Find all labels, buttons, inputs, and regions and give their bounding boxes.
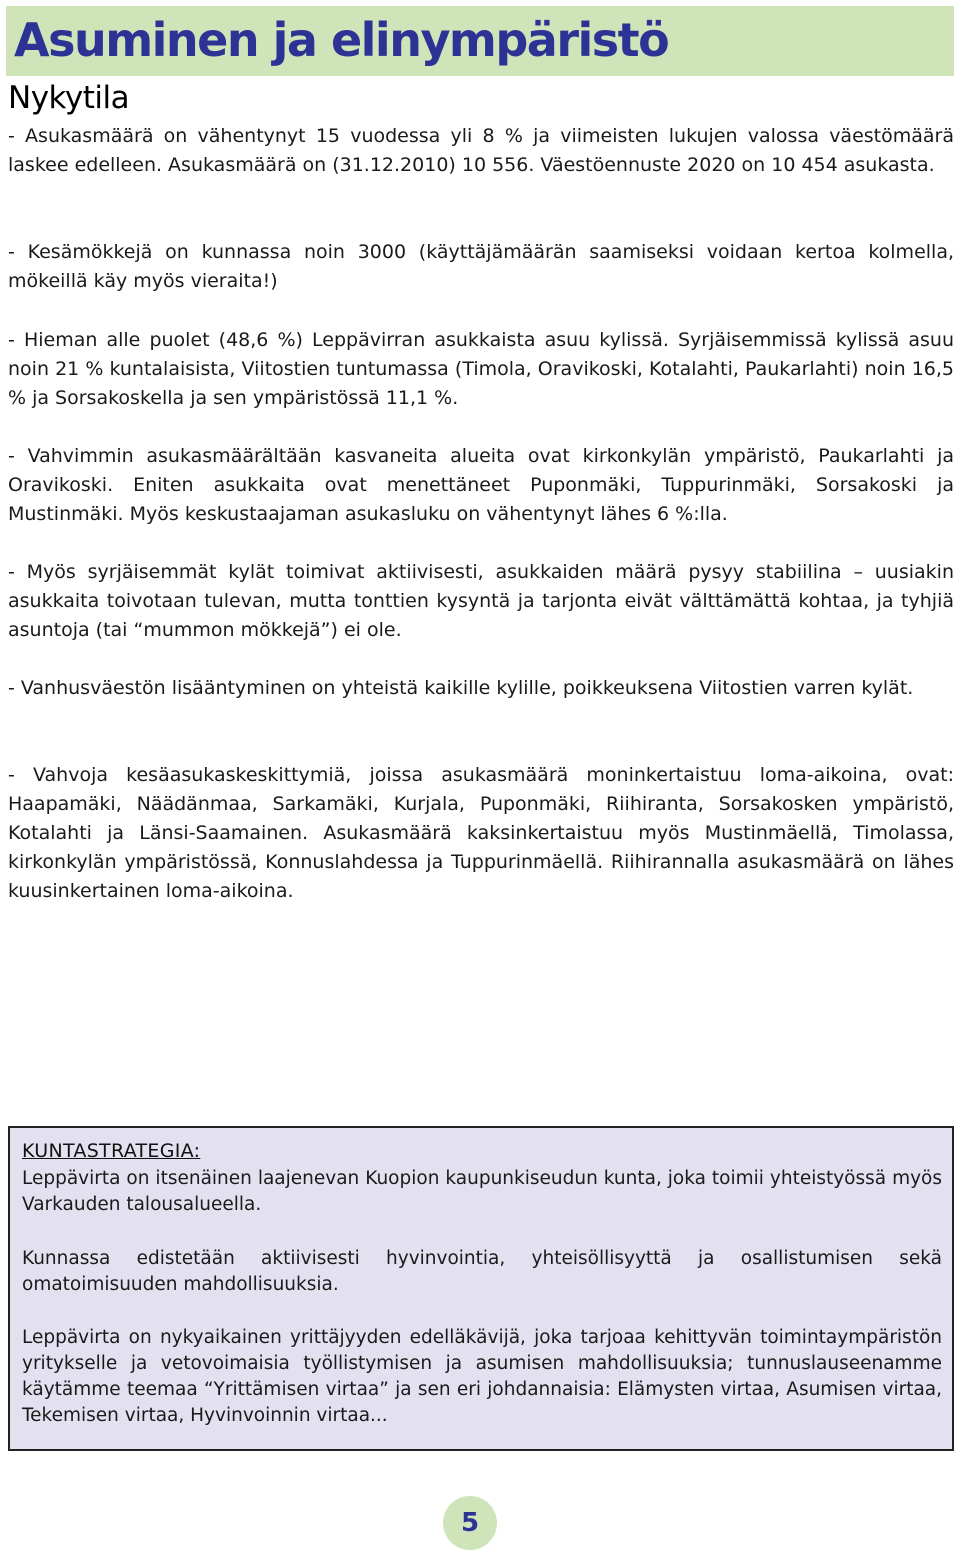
paragraph-remote-villages: - Myös syrjäisemmät kylät toimivat aktiivisesti, asukkaiden määrä pysyy stabiilina – uusiakin asukkaita toivotaan tulevan, mutta tonttien kysyntä ja tarjonta eivät välttämättä kohtaa, ja tyhjiä asuntoja (tai “mummon mökkejä”) ei ole.	[8, 561, 954, 641]
page-title: Asuminen ja elinympäristö	[14, 13, 669, 67]
strategy-paragraph: Kunnassa edistetään aktiivisesti hyvinvointia, yhteisöllisyyttä ja osallistumisen sekä omatoimisuuden mahdollisuuksia.	[22, 1248, 942, 1295]
section-subtitle: Nykytila	[8, 80, 130, 116]
page-number: 5	[460, 1508, 480, 1538]
strategy-heading: KUNTASTRATEGIA:	[22, 1140, 201, 1162]
paragraph-population: - Asukasmäärä on vähentynyt 15 vuodessa yli 8 % ja viimeisten lukujen valossa väestömäärä laskee edelleen. Asukasmäärä on (31.12.2010) 10 556. Väestöennuste 2020 on 10 454 asukasta.	[8, 125, 954, 176]
paragraph-elderly: - Vanhusväestön lisääntyminen on yhteistä kaikille kylille, poikkeuksena Viitostien varren kylät.	[8, 677, 914, 699]
paragraph-villages: - Hieman alle puolet (48,6 %) Leppävirran asukkaista asuu kylissä. Syrjäisemmissä kylissä asuu noin 21 % kuntalaisista, Viitostien tuntumassa (Timola, Oravikoski, Kotalahti, Paukarlahti) noin 16,5 % ja Sorsakoskella ja sen ympäristössä 11,1 %.	[8, 329, 954, 409]
paragraph-summer-residents: - Vahvoja kesäasukaskeskittymiä, joissa asukasmäärä moninkertaistuu loma-aikoina, ovat: Haapamäki, Näädänmaa, Sarkamäki, Kurjala, Puponmäki, Riihiranta, Sorsakosken ympäristö, Kotalahti ja Länsi-Saamainen. Asukasmäärä kaksinkertaistuu myös Mustinmäellä, Timolassa, kirkonkylän ympäristössä, Konnuslahdessa ja Tuppurinmäellä. Riihirannalla asukasmäärä on lähes kuusinkertainen loma-aikoina.	[8, 764, 954, 902]
paragraph-growth-areas: - Vahvimmin asukasmäärältään kasvaneita alueita ovat kirkonkylän ympäristö, Paukarlahti ja Oravikoski. Eniten asukkaita ovat menettäneet Puponmäki, Tuppurinmäki, Sorsakoski ja Mustinmäki. Myös keskustaajaman asukasluku on vähentynyt lähes 6 %:lla.	[8, 445, 954, 525]
title-band	[6, 6, 954, 76]
strategy-box	[8, 1126, 954, 1451]
strategy-paragraph: Leppävirta on nykyaikainen yrittäjyyden edelläkävijä, joka tarjoaa kehittyvän toimintaympäristön yritykselle ja vetovoimaisia työllistymisen ja asumisen mahdollisuuksia; tunnuslauseenamme käytämme teemaa “Yrittämisen virtaa” ja sen eri johdannaisia: Elämysten virtaa, Asumisen virtaa, Tekemisen virtaa, Hyvinvoinnin virtaa...	[22, 1327, 942, 1426]
paragraph-summer-cottages: - Kesämökkejä on kunnassa noin 3000 (käyttäjämäärän saamiseksi voidaan kertoa kolmella, mökeillä käy myös vieraita!)	[8, 241, 954, 292]
strategy-paragraph: Leppävirta on itsenäinen laajenevan Kuopion kaupunkiseudun kunta, joka toimii yhteistyössä myös Varkauden talousalueella.	[22, 1168, 942, 1215]
page-number-badge	[443, 1496, 497, 1550]
